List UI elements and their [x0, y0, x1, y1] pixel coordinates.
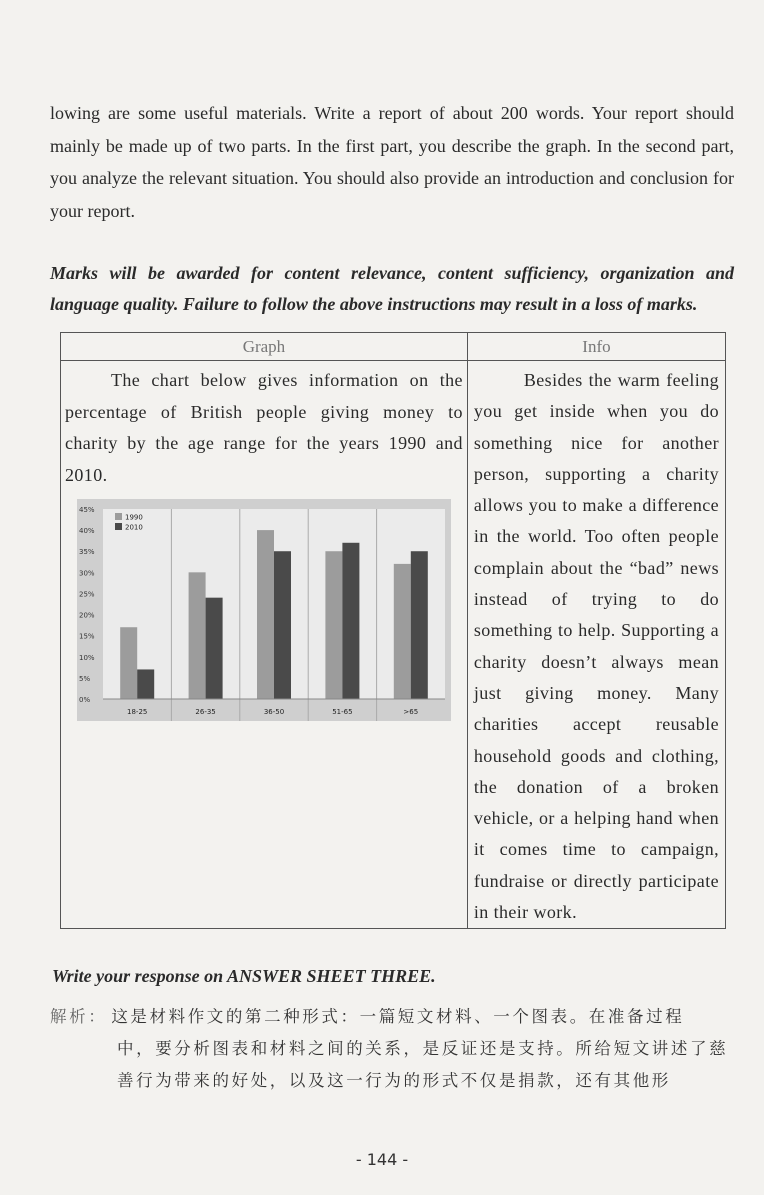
legend-swatch-2010: [115, 523, 122, 530]
y-tick-label: 20%: [79, 611, 95, 620]
y-tick-label: 0%: [79, 696, 91, 704]
y-tick-label: 35%: [79, 548, 95, 557]
marks-note: Marks will be awarded for content relevance, content sufficiency, organization and language quality. Failure to follow the above instructions may result in a loss of marks.: [50, 263, 734, 314]
bar-1990-51-65: [325, 551, 342, 699]
info-cell: [467, 361, 725, 929]
analysis-rest: 中，要分析图表和材料之间的关系，是反证还是支持。所给短文讲述了慈善行为带来的好处，以及这一行为的形式不仅是捐款，还有其他形: [117, 1039, 729, 1090]
bar-2010-26-35: [206, 598, 223, 699]
y-tick-label: 30%: [79, 569, 95, 578]
info-text: Besides the warm feeling you get inside when you do something nice for another person, supporting a charity allows you to make a difference in the world. Too often people complain about the “bad” news instead of trying to do something to help. Supporting a charity doesn’t always mean just giving money. Many charities accept reusable household goods and clothing, the donation of a broken vehicle, or a helping hand when it comes time to campaign, fundraise or directly participate in their work.: [473, 370, 719, 923]
x-tick-label: 26-35: [195, 708, 216, 716]
graph-info-table: [60, 332, 726, 929]
legend-label-2010: 2010: [125, 523, 143, 532]
page-number: - 144 -: [355, 1150, 409, 1169]
bar-chart: [77, 499, 451, 721]
legend-label-1990: 1990: [125, 513, 143, 522]
bar-1990-36-50: [257, 530, 274, 699]
bar-2010->65: [411, 551, 428, 699]
write-instruction: Write your response on ANSWER SHEET THREE.: [52, 966, 436, 986]
bar-2010-51-65: [342, 543, 359, 699]
y-tick-label: 10%: [79, 653, 95, 662]
graph-description: The chart below gives information on the percentage of British people giving money to charity by the age range for the years 1990 and 2010.: [65, 370, 463, 485]
y-tick-label: 5%: [79, 674, 91, 683]
bar-1990->65: [394, 564, 411, 699]
analysis-label: 解析：: [50, 1007, 108, 1026]
x-tick-label: 51-65: [332, 708, 353, 716]
graph-header: Graph: [61, 333, 468, 361]
bar-1990-26-35: [189, 572, 206, 699]
x-tick-label: >65: [403, 708, 419, 716]
bar-1990-18-25: [120, 627, 137, 699]
x-tick-label: 18-25: [127, 708, 148, 716]
legend-swatch-1990: [115, 513, 122, 520]
intro-paragraph: lowing are some useful materials. Write a report of about 200 words. Your report should mainly be made up of two parts. In the first part, you describe the graph. In the second part, you analyze the relevant situation. You should also provide an introduction and conclusion for your report.: [50, 103, 734, 221]
y-tick-label: 25%: [79, 590, 95, 599]
bar-2010-36-50: [274, 551, 291, 699]
x-tick-label: 36-50: [263, 708, 285, 716]
analysis-block: [50, 1001, 736, 1097]
bar-2010-18-25: [137, 669, 154, 699]
y-tick-label: 15%: [79, 632, 95, 641]
y-tick-label: 45%: [79, 506, 95, 514]
graph-cell: [61, 361, 468, 929]
info-header: Info: [467, 333, 725, 361]
analysis-first-line: 这是材料作文的第二种形式：一篇短文材料、一个图表。在准备过程: [111, 1007, 685, 1026]
bar-chart-svg: [77, 499, 451, 721]
y-tick-label: 40%: [79, 527, 95, 536]
